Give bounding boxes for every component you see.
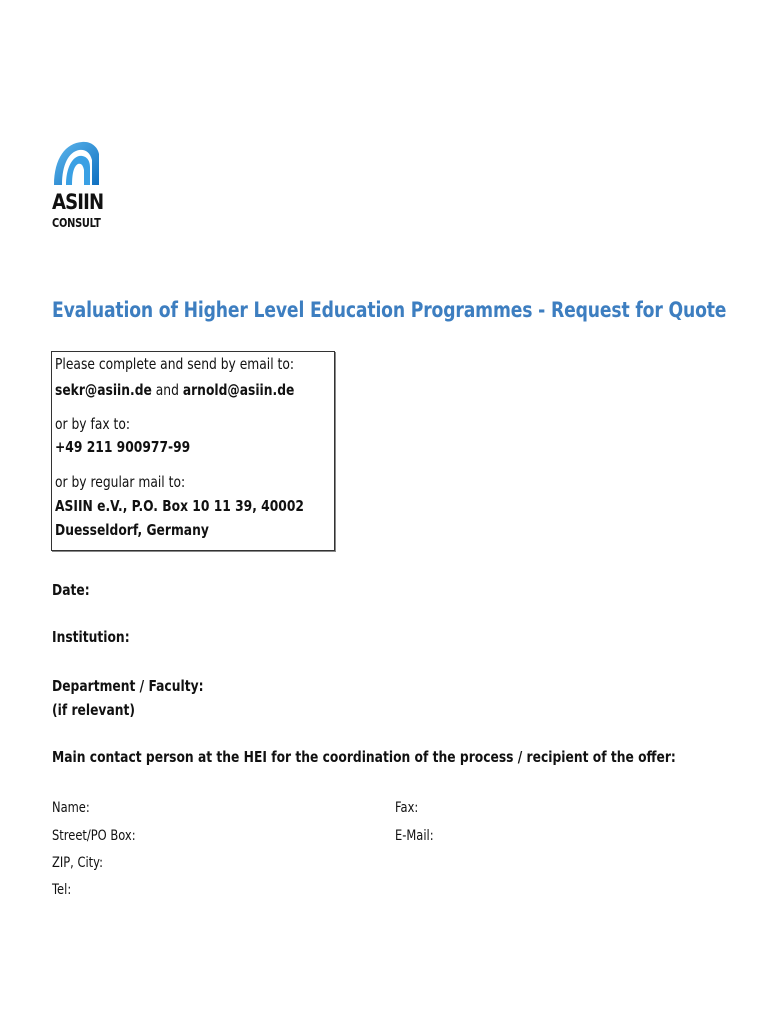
- institution-label: Institution:: [52, 628, 130, 646]
- email-intro: Please complete and send by email to:: [55, 355, 295, 373]
- mail-intro: or by regular mail to:: [55, 473, 186, 491]
- page-title: Evaluation of Higher Level Education Programmes - Request for Quote: [52, 298, 727, 322]
- logo-sub-text: CONSULT: [52, 216, 101, 230]
- name-label: Name:: [52, 800, 90, 816]
- email-primary[interactable]: sekr@asiin.de: [55, 381, 152, 399]
- street-label: Street/PO Box:: [52, 828, 136, 844]
- department-label: Department / Faculty:: [52, 677, 204, 695]
- fax-label: Fax:: [395, 800, 419, 816]
- main-contact-heading: Main contact person at the HEI for the coordination of the process / recipient of the offer:: [52, 748, 676, 766]
- logo-arc-icon: [52, 140, 100, 186]
- fax-number: +49 211 900977-99: [55, 438, 191, 456]
- zip-city-label: ZIP, City:: [52, 855, 104, 871]
- address-line-1: ASIIN e.V., P.O. Box 10 11 39, 40002: [55, 497, 304, 515]
- address-line-2: Duesseldorf, Germany: [55, 521, 209, 539]
- tel-label: Tel:: [52, 882, 72, 898]
- fax-intro: or by fax to:: [55, 415, 131, 433]
- email-label: E-Mail:: [395, 828, 434, 844]
- asiin-consult-logo: [52, 140, 112, 240]
- contact-instructions-box: [51, 351, 335, 551]
- date-label: Date:: [52, 581, 90, 599]
- email-line: [55, 381, 294, 399]
- email-secondary[interactable]: arnold@asiin.de: [182, 381, 295, 399]
- department-note: (if relevant): [52, 701, 136, 719]
- email-conjunction: and: [151, 381, 183, 399]
- logo-brand-text: ASIIN: [52, 190, 104, 214]
